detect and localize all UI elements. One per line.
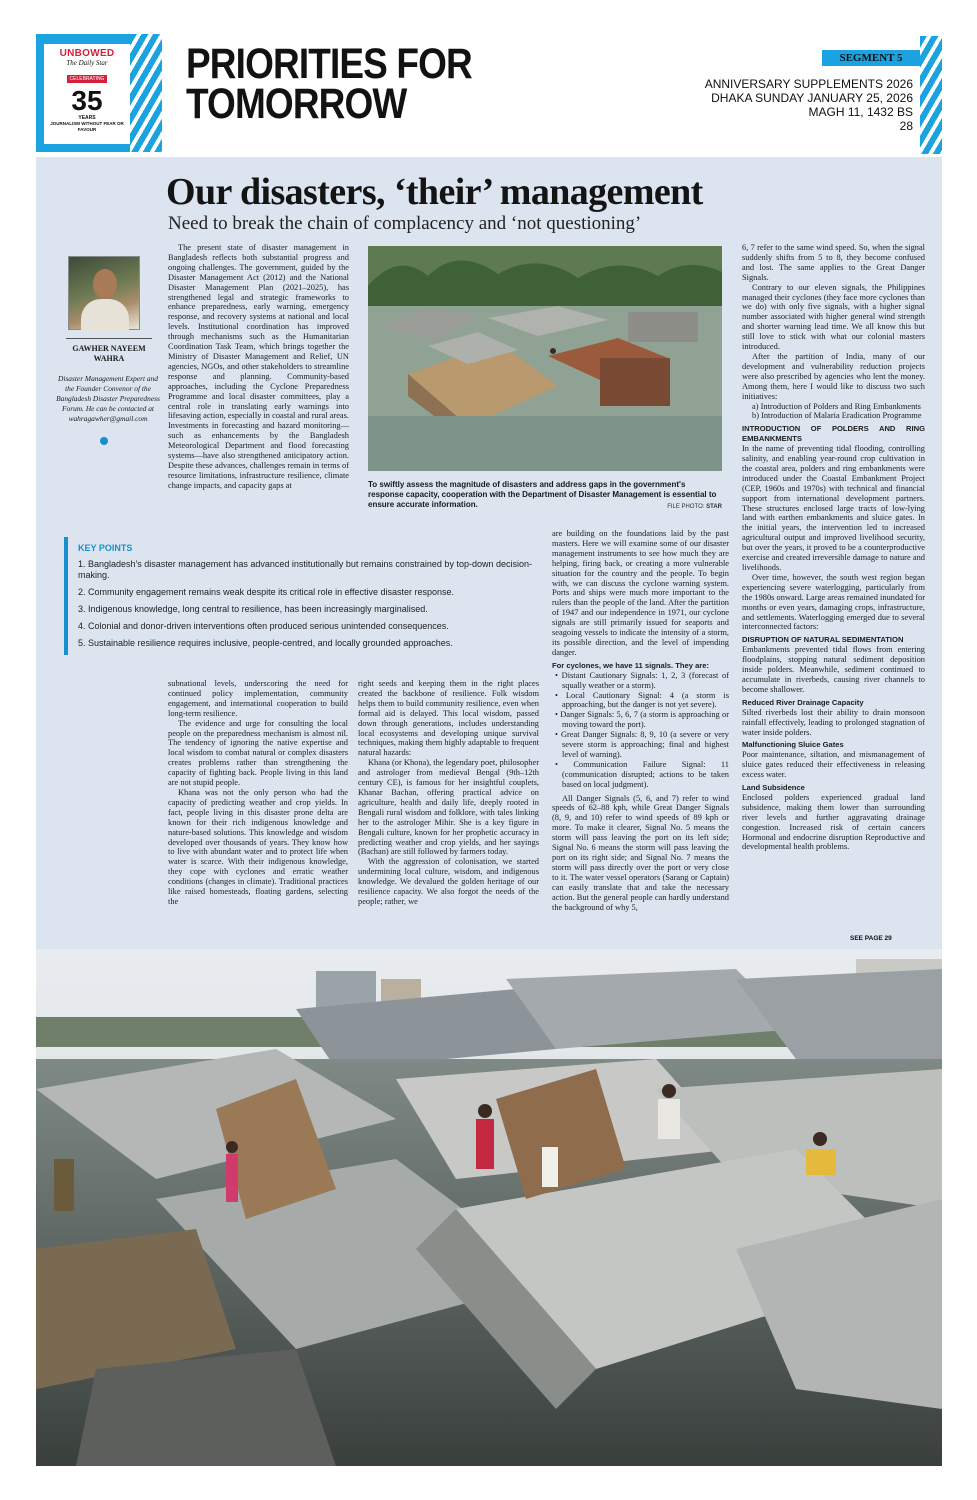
paragraph: right seeds and keeping them in the right places created the backbone of resilience. Folk wisdom helps them to build community resilience, even when formal aid is delayed. This local wisdom, passed down through generations, includes understanding local ecosystems and developing unique survival techniques, making them highly adaptable to frequent natural hazards: xyxy=(358,679,539,758)
logo-card xyxy=(44,44,130,144)
logo-paper-name: The Daily Star xyxy=(66,59,108,67)
author-dot-icon xyxy=(100,437,108,445)
paragraph: With the aggression of colonisation, we started undermining local culture, wisdom, and indigenous knowledge. We devalued the golden heritage of our resilience capacity. We also forgot the needs of the people; rather, we xyxy=(358,857,539,906)
continued-on-page[interactable]: SEE PAGE 29 xyxy=(850,935,892,942)
logo-unbowed: UNBOWED xyxy=(59,48,115,59)
paragraph: Enclosed polders experienced gradual land subsidence, making them lower than surrounding river levels and further aggravating drainage congestion. Increased risk of certain cancers Hormonal and endocrine disruption Reproductive and developmental health problems. xyxy=(742,792,925,852)
page-number: 28 xyxy=(899,119,913,133)
paragraph: subnational levels, underscoring the need for continued policy implementation, community engagement, and international cooperation to build long-term resilience. xyxy=(168,679,348,718)
subheading-polders: INTRODUCTION OF POLDERS AND RING EMBANKMENTS xyxy=(742,424,925,444)
paragraph: are building on the foundations laid by the past masters. Here we will examine some of our disaster management instruments to see how much they are helping, firing back, or creating a more vulnerable situation for the country and the people. To begin with, we can discuss the cyclone warning system. Ports and ships were much more important to the rulers than the people of the land. After the partition of 1947 and our independence in 1971, our cyclone signals are still primarily issued for seaports and seagoing vessels to indicate the intensity of a storm, its possible direction, and the level of impending danger. xyxy=(552,529,729,657)
author-bio: Disaster Management Expert and the Founder Convenor of the Bangladesh Disaster Preparedness Forum. He can be contacted at wahragawher@gmail.com xyxy=(56,374,160,423)
key-point: 4. Colonial and donor-driven interventions often produced serious unintended consequences. xyxy=(78,621,449,631)
paragraph: Khana (or Khona), the legendary poet, philosopher and astrologer from medieval Bengal (9th–12th century CE), is famous for her insightful couplets, Khanar Bachan, offering practical advice on agriculture, health and daily life, deeply rooted in Bengali rural wisdom and folklore, with tales linking her to the astrologer Mihir. She is a key figure in Bengali culture, known for her prophetic accuracy in predicting weather and crop yields, and her sayings (Bachan) are still followed by farmers today. xyxy=(358,758,539,857)
section-title xyxy=(186,40,472,128)
author-divider xyxy=(66,338,152,339)
key-points-title: KEY POINTS xyxy=(78,543,133,553)
logo-celebrating: CELEBRATING xyxy=(67,75,108,83)
photo-1-caption: To swiftly assess the magnitude of disasters and address gaps in the government's response capacity, cooperation with the Department of Disaster Management is essential to ensure accurate information. xyxy=(368,480,717,509)
list-item: a) Introduction of Polders and Ring Embankments xyxy=(752,401,921,411)
logo-anniversary-number: 35 xyxy=(71,85,103,116)
article-column-1 xyxy=(168,243,349,523)
paragraph: Khana was not the only person who had the capacity of predicting weather and crop yields. In fact, people living in this disaster prone delta are known for their rich indigenous knowledge and nature-based solutions. This knowledge and wisdom developed over thousands of years. They know how to live with abundant water and to protect life when water is scarce. With their indigenous knowledge, they cope with cyclones and erratic weather conditions (changes in climate). Traditional practices like raised homesteads, floating gardens, selecting the xyxy=(168,787,348,906)
paragraph: Embankments prevented tidal flows from entering floodplains, stopping natural sediment deposition inside polders. Meanwhile, sediment continued to accumulate in riverbeds, causing river channels to become shallower. xyxy=(742,645,925,694)
article-column-bottom-mid xyxy=(358,679,539,945)
paragraph: The evidence and urge for consulting the local people on the preparedness mechanism is almost nil. The tendency of ignoring the native expertise and local wisdom to combat natural or complex disasters creates problems rather than strengthening the capacity of fighting back. People living in this land are not stupid people. xyxy=(168,718,348,788)
paragraph: Over time, however, the south west region began experiencing severe waterlogging, particularly from the 1980s onward. Large areas remained inundated for months or even years, damaging crops, infrastructure, and settlements. Waterlogging emerged due to several interconnected factors: xyxy=(742,572,925,632)
supplement-label: ANNIVERSARY SUPPLEMENTS 2026 xyxy=(704,77,913,91)
issue-date: DHAKA SUNDAY JANUARY 25, 2026 xyxy=(711,91,913,105)
signals-list xyxy=(552,671,729,790)
photo-credit-label: FILE PHOTO: xyxy=(667,504,705,510)
subheading-drainage: Reduced River Drainage Capacity xyxy=(742,697,864,707)
paragraph: Poor maintenance, siltation, and mismanagement of sluice gates reduced their effectiveness in releasing excess water. xyxy=(742,750,925,780)
article-headline: Our disasters, ‘their’ management xyxy=(166,171,703,213)
key-point: 3. Indigenous knowledge, long central to resilience, has been increasingly marginalised. xyxy=(78,604,428,614)
section-title-line-2: TOMORROW xyxy=(186,80,407,128)
paragraph: All Danger Signals (5, 6, and 7) refer to wind speeds of 62–88 kph, while Great Danger Signals (8, 9, and 10) refer to wind speeds of 89 kph or more. To make it clearer, Signal No. 5 means the storm will pass leaving the port on its left side; Signal No. 6 means the storm will pass leaving the port on its right side; and Signal No. 7 means the storm will pass directly over the port or very close to it. The water vessel operators (Sarang or Captain) can easily translate that and take the necessary action. But the general people can hardly understand the background of why 5, xyxy=(552,793,729,912)
paragraph: 6, 7 refer to the same wind speed. So, when the signal suddenly shifts from 5 to 8, they become confused and lost. The same applies to the Great Danger Signals. xyxy=(742,243,925,282)
author-shirt xyxy=(81,299,129,331)
subheading-signals: For cyclones, we have 11 signals. They are: xyxy=(552,660,710,670)
logo-stripe-decoration xyxy=(130,34,162,152)
article-column-bottom-left xyxy=(168,679,348,945)
paragraph: The present state of disaster management in Bangladesh reflects both substantial progress and ongoing challenges. The government, guided by the Disaster Management Act (2012) and the National Disaster Management Plan (2021–2025), has strengthened legal and strategic frameworks to enhance preparedness, early warning, emergency response, and recovery systems at national and local levels. Institutional coordination has improved through mechanisms such as the Humanitarian Coordination Task Team, which brings together the Ministry of Disaster Management and Relief, UN agencies, NGOs, and other stakeholders to streamline response and planning. Community-based approaches, including the Cyclone Preparedness Programme and local disaster committees, play a central role in translating early warnings into lifesaving action, especially in coastal and rural areas. Investments in forecasting and hazard monitoring—such as enhancements by the Bangladesh Meteorological Department and flood forecasting systems—have also strengthened anticipatory action. Despite these advances, challenges remain in terms of resource limitations, infrastructure resilience, climate change impacts, and capacity gaps at xyxy=(168,243,349,490)
cyclone-debris-photo xyxy=(36,949,942,1466)
flooded-village-illustration xyxy=(368,246,722,471)
logo-tagline: JOURNALISM WITHOUT FEAR OR FAVOUR xyxy=(50,121,124,132)
bangla-date: MAGH 11, 1432 BS xyxy=(808,105,913,119)
segment-badge: SEGMENT 5 xyxy=(822,50,920,66)
masthead-logo xyxy=(36,34,162,152)
photo-1-credit xyxy=(600,504,722,510)
paragraph: Silted riverbeds lost their ability to drain monsoon rainfall effectively, leading to prolonged stagnation of water inside polders. xyxy=(742,707,925,737)
signal-item: • Communication Failure Signal: 11 (communication disrupted; actions to be taken based on local judgment). xyxy=(552,760,729,790)
article-column-mid xyxy=(552,529,729,945)
section-title-line-1: PRIORITIES FOR xyxy=(186,40,472,88)
article-column-right xyxy=(742,243,925,903)
key-point: 2. Community engagement remains weak despite its critical role in effective disaster response. xyxy=(78,587,455,597)
article-subheadline: Need to break the chain of complacency and ‘not questioning’ xyxy=(168,213,642,234)
key-point: 1. Bangladesh's disaster management has advanced institutionally but remains constrained by top-down decision-making. xyxy=(78,559,532,580)
logo-years: YEARS xyxy=(78,115,96,121)
paragraph: After the partition of India, many of our development and vulnerability reduction projects were also prescribed by agencies who lent the money. Among them, here I would like to discuss two such initiatives: xyxy=(742,351,925,401)
list-item: b) Introduction of Malaria Eradication Programme xyxy=(752,411,922,421)
author-photo xyxy=(68,256,140,330)
signal-item: • Local Cautionary Signal: 4 (a storm is approaching, but the danger is not yet severe). xyxy=(552,691,729,711)
paragraph: Contrary to our eleven signals, the Philippines managed their cyclones (they face more cyclones than we do) with only five signals, with a higher signal number associated with higher general wind strength and shorter warning lead time. We all know this but still love to stick with what our colonial masters introduced. xyxy=(742,282,925,352)
key-point: 5. Sustainable resilience requires inclusive, people-centred, and locally grounded approaches. xyxy=(78,638,453,648)
subheading-sluice-gates: Malfunctioning Sluice Gates xyxy=(742,740,844,750)
paragraph: In the name of preventing tidal flooding, controlling salinity, and enabling year-round crop cultivation in the coastal area, polders and ring embankments were introduced under the Coastal Embankment Project (CEP, 1960s and 1970s) with technical and financial support from international development partners. These structures enclosed large tracts of low-lying land with earthen embankments and sluice gates. In the initial years, the intervention led to increased agricultural output and improved livelihood security, but over the years, it proved to be a counterproductive exercise and created irreversible damage to nature and livelihoods. xyxy=(742,444,925,572)
subheading-sedimentation: DISRUPTION OF NATURAL SEDIMENTATION xyxy=(742,635,904,645)
segment-stripe-decoration xyxy=(920,36,942,154)
signal-item: • Distant Cautionary Signals: 1, 2, 3 (forecast of squally weather or a storm). xyxy=(552,671,729,691)
issue-meta xyxy=(705,77,913,133)
photo-credit-source: STAR xyxy=(706,504,722,510)
author-face xyxy=(93,269,117,299)
subheading-land-subsidence: Land Subsidence xyxy=(742,783,805,793)
key-points-box xyxy=(64,537,534,655)
flooded-village-photo xyxy=(368,246,722,471)
signal-item: • Danger Signals: 5, 6, 7 (a storm is approaching or moving toward the port). xyxy=(552,710,729,730)
signal-item: • Great Danger Signals: 8, 9, 10 (a severe or very severe storm is approaching; final and highest level of warning). xyxy=(552,730,729,760)
author-name: GAWHER NAYEEM WAHRA xyxy=(72,344,146,363)
destroyed-houses-illustration xyxy=(36,949,942,1466)
